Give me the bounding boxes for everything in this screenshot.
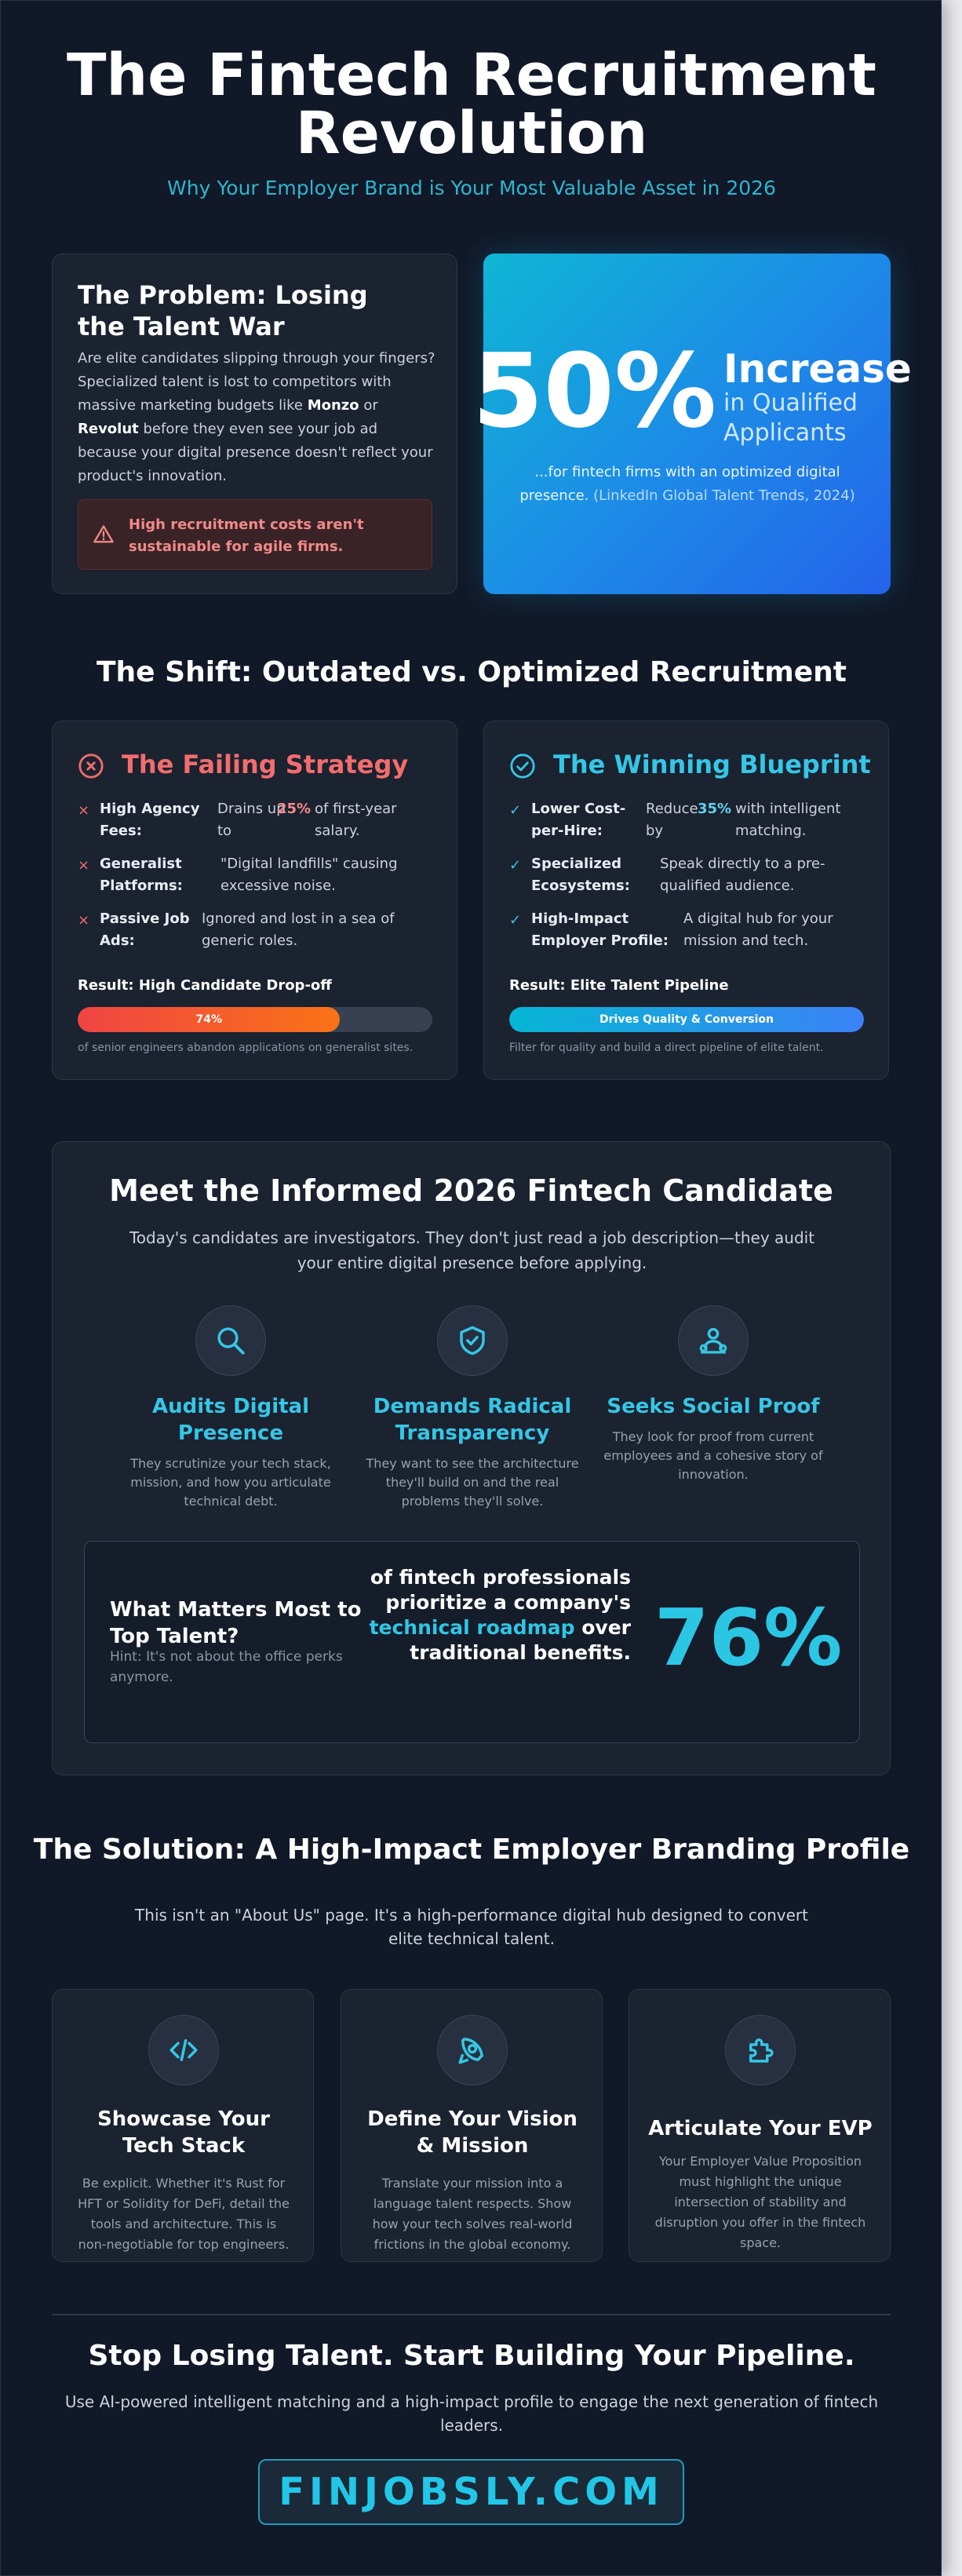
problem-body-text: Are elite candidates slipping through your fingers? Specialized talent is lost to competitors with massive marketing budgets like (78, 350, 435, 414)
stat-note-text: ...for fintech firms with an optimized digital presence. (519, 464, 840, 504)
callout-text-part: over traditional benefits. (410, 1616, 631, 1664)
solution-card-title: Define Your Vision & Mission (367, 2107, 578, 2158)
stat-value: 50% (472, 331, 717, 451)
solution-card-vision (341, 1989, 603, 2262)
cost-alert (78, 499, 432, 570)
item-text: with intelligent matching. (735, 801, 841, 839)
callout-text-part: of fintech professionals prioritize a company's (370, 1566, 631, 1614)
item-text: Reduce by (646, 801, 698, 839)
item-text: Speak directly to a pre-qualified audience. (660, 856, 825, 894)
callout-text (367, 1565, 631, 1666)
callout-percent: 76% (654, 1592, 843, 1684)
item-text: Drains up to (217, 801, 286, 839)
feature-title: Audits Digital Presence (151, 1395, 309, 1445)
check-icon: ✓ (509, 912, 522, 929)
item-text: of first-year salary. (315, 801, 397, 839)
stat-sublabel: in Qualified Applicants (723, 389, 858, 447)
failing-caption: of senior engineers abandon applications on generalist sites. (78, 1042, 414, 1054)
failing-strategy-card (52, 721, 457, 1080)
winning-caption: Filter for quality and build a direct pipeline of elite talent. (509, 1042, 824, 1054)
solution-card-title: Articulate Your EVP (648, 2117, 873, 2140)
alert-text: High recruitment costs aren't sustainable for agile firms. (129, 516, 364, 555)
item-highlight: 35% (698, 801, 732, 817)
feature-title: Seeks Social Proof (607, 1395, 820, 1418)
item-key: Passive Job Ads: (100, 910, 190, 949)
item-key: Specialized Ecosystems: (531, 856, 630, 894)
solution-card-text: Be explicit. Whether it's Rust for HFT or Solidity for DeFi, detail the tools and architecture. This is non-negotiable for top engineers. (78, 2176, 290, 2252)
x-icon: × (78, 802, 90, 819)
quality-bar (509, 1007, 864, 1032)
shift-title: The Shift: Outdated vs. Optimized Recruitment (97, 656, 847, 688)
feature-text: They look for proof from current employees and a cohesive story of innovation. (603, 1429, 823, 1482)
failing-title: The Failing Strategy (122, 750, 409, 779)
code-icon (148, 2015, 219, 2085)
candidate-lead: Today's candidates are investigators. They don't just read a job description—they audit your entire digital presence before applying. (129, 1228, 815, 1272)
candidate-section (52, 1141, 891, 1775)
x-icon: × (78, 857, 90, 874)
winning-result: Result: Elite Talent Pipeline (509, 977, 729, 994)
winning-blueprint-card (483, 721, 889, 1080)
puzzle-icon (725, 2015, 796, 2085)
dropoff-bar (78, 1007, 432, 1032)
item-text: Ignored and lost in a sea of generic roles. (202, 910, 395, 949)
solution-card-title: Showcase Your Tech Stack (97, 2107, 270, 2158)
check-icon: ✓ (509, 857, 522, 874)
check-circle-icon (509, 753, 536, 779)
problem-body-text: or (359, 397, 378, 414)
feature-text: They want to see the architecture they'll build on and the real problems they'll solve. (366, 1456, 579, 1509)
x-icon: × (78, 912, 90, 929)
stat-source: (LinkedIn Global Talent Trends, 2024) (593, 487, 855, 504)
stat-card (472, 254, 912, 594)
item-text: "Digital landfills" causing excessive noise. (220, 856, 398, 894)
warning-icon (93, 524, 115, 545)
callout-highlight: technical roadmap (369, 1616, 575, 1639)
item-highlight: 25% (277, 801, 312, 817)
feature-transparency (359, 1305, 586, 1511)
shield-check-icon (437, 1305, 508, 1376)
people-icon (678, 1305, 749, 1376)
solution-lead: This isn't an "About Us" page. It's a high-performance digital hub designed to convert elite technical talent. (135, 1906, 808, 1948)
stat-label: Increase (723, 346, 912, 392)
feature-audits (117, 1305, 344, 1511)
item-key: Lower Cost-per-Hire: (531, 801, 626, 839)
dropoff-bar-fill: 74% (78, 1007, 340, 1032)
page-title: The Fintech Recruitment Revolution (67, 42, 876, 167)
cta-lead: Use AI-powered intelligent matching and a high-impact profile to engage the next generation of fintech leaders. (64, 2392, 879, 2435)
winning-title: The Winning Blueprint (553, 750, 871, 779)
website-link[interactable]: FINJOBSLY.COM (258, 2459, 684, 2525)
feature-social-proof (599, 1305, 827, 1484)
cta-title: Stop Losing Talent. Start Building Your Pipeline. (88, 2340, 855, 2372)
candidate-title: Meet the Informed 2026 Fintech Candidate (109, 1173, 833, 1208)
stat-note (515, 461, 860, 508)
search-icon (195, 1305, 266, 1376)
callout-title: What Matters Most to Top Talent? (110, 1598, 362, 1648)
problem-body (78, 347, 439, 488)
rocket-icon (437, 2015, 508, 2085)
failing-result: Result: High Candidate Drop-off (78, 977, 332, 994)
item-key: Generalist Platforms: (100, 856, 183, 894)
top-talent-callout (84, 1541, 860, 1743)
page-subtitle: Why Your Employer Brand is Your Most Valuable Asset in 2026 (167, 177, 776, 199)
brand-revolut: Revolut (78, 421, 139, 437)
solution-card-tech-stack (52, 1989, 314, 2262)
problem-body-text: before they even see your job ad because your digital presence doesn't reflect your product's innovation. (78, 421, 433, 484)
divider (52, 2314, 891, 2315)
item-key: High-Impact Employer Profile: (531, 910, 669, 949)
callout-hint: Hint: It's not about the office perks anymore. (110, 1649, 343, 1685)
item-key: High Agency Fees: (100, 801, 200, 839)
brand-monzo: Monzo (307, 397, 359, 414)
check-icon: ✓ (509, 802, 522, 819)
x-circle-icon (78, 753, 104, 779)
solution-card-text: Your Employer Value Proposition must highlight the unique intersection of stability and disruption you offer in the fintech space. (654, 2154, 866, 2250)
feature-title: Demands Radical Transparency (373, 1395, 572, 1445)
solution-title: The Solution: A High-Impact Employer Branding Profile (33, 1833, 910, 1866)
item-text: A digital hub for your mission and tech. (683, 910, 833, 949)
quality-bar-fill: Drives Quality & Conversion (509, 1007, 864, 1032)
feature-text: They scrutinize your tech stack, mission, and how you articulate technical debt. (130, 1456, 331, 1509)
problem-title: The Problem: Losing the Talent War (78, 280, 368, 341)
problem-card (52, 254, 457, 594)
solution-card-evp (629, 1989, 891, 2262)
solution-card-text: Translate your mission into a language talent respects. Show how your tech solves real-world frictions in the global economy. (372, 2176, 573, 2252)
